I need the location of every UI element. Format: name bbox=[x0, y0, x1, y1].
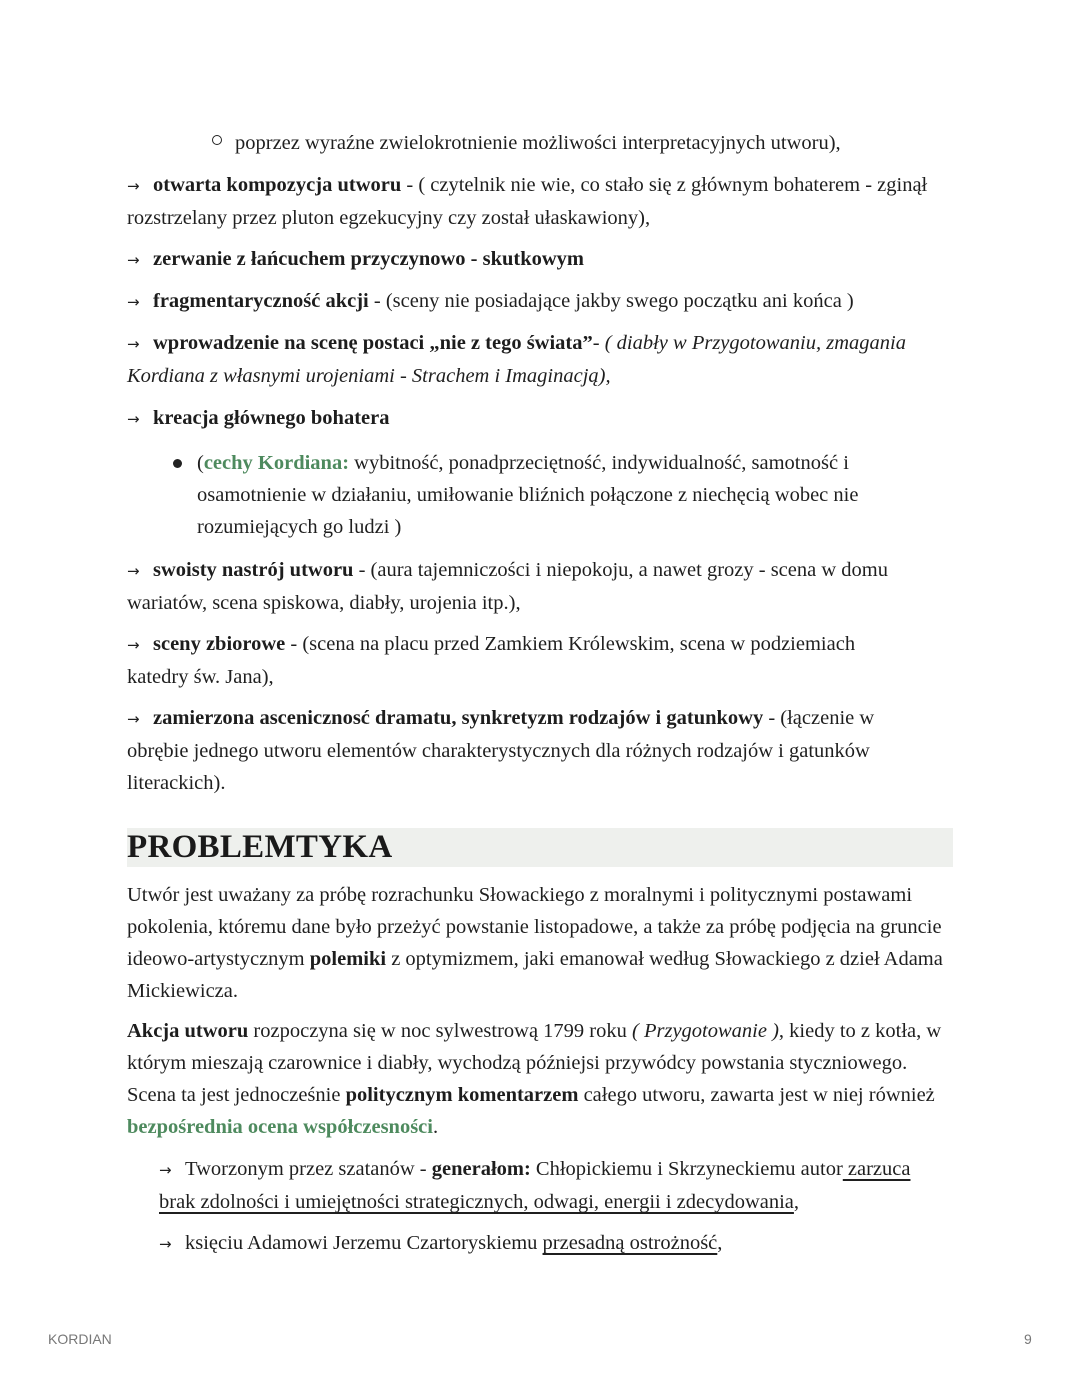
critique-czartoryski: → księciu Adamowi Jerzemu Czartoryskiemu przesadną ostrożność, bbox=[159, 1227, 949, 1260]
arrow-icon: → bbox=[127, 410, 140, 428]
feature-ascenic: → zamierzona ascenicznosć dramatu, synkretyzm rodzajów i gatunkowy - (łączenie w obrębie jednego utworu elementów charakterystycznych dla różnych rodzajów i gatunków literackich). bbox=[127, 702, 927, 799]
page-number: 9 bbox=[1024, 1331, 1032, 1347]
footer-title: KORDIAN bbox=[48, 1331, 112, 1347]
circle-bullet-icon bbox=[212, 135, 222, 145]
arrow-icon: → bbox=[159, 1235, 172, 1253]
sub-bullet-text: poprzez wyraźne zwielokrotnienie możliwości interpretacyjnych utworu), bbox=[235, 132, 841, 154]
arrow-icon: → bbox=[127, 251, 140, 269]
paragraph-intro: Utwór jest uważany za próbę rozrachunku Słowackiego z moralnymi i politycznymi postawami pokolenia, któremu dane było przeżyć powstanie listopadowe, a także za próbę podjęcia na gruncie ideowo-artystycznym polemiki z optymizmem, jaki emanował według Słowackiego z dzieł Adama Mickiewicza. bbox=[127, 884, 943, 1002]
feature-otherworldly: → wprowadzenie na scenę postaci „nie z tego świata”- ( diabły w Przygotowaniu, zmagania Kordiana z własnymi urojeniami - Strachem i Imaginacją), bbox=[127, 327, 947, 392]
arrow-icon: → bbox=[127, 177, 140, 195]
feature-crowd-scenes: → sceny zbiorowe - (scena na placu przed Zamkiem Królewskim, scena w podziemiach katedry św. Jana), bbox=[127, 628, 917, 693]
kordian-traits: (cechy Kordiana: wybitność, ponadprzeciętność, indywidualność, samotność i osamotnienie w działaniu, umiłowanie bliźnich połączone z niechęcią wobec nie rozumiejących go ludzi ) bbox=[197, 452, 859, 538]
feature-open-composition: → otwarta kompozycja utworu - ( czytelnik nie wie, co stało się z głównym bohaterem - zginął rozstrzelany przez pluton egzekucyjny czy został ułaskawiony), bbox=[127, 169, 947, 234]
arrow-icon: → bbox=[127, 293, 140, 311]
feature-fragmentary: → fragmentaryczność akcji - (sceny nie posiadające jakby swego początku ani końca ) bbox=[127, 285, 947, 318]
arrow-icon: → bbox=[127, 335, 140, 353]
critique-generals: → Tworzonym przez szatanów - generałom: Chłopickiemu i Skrzyneckiemu autor zarzuca brak zdolności i umiejętności strategicznych, odwagi, energii i zdecydowania, bbox=[159, 1153, 949, 1218]
arrow-icon: → bbox=[159, 1161, 172, 1179]
arrow-icon: → bbox=[127, 562, 140, 580]
paragraph-action: Akcja utworu rozpoczyna się w noc sylwestrową 1799 roku ( Przygotowanie ), kiedy to z kotła, w którym mieszają czarownice i diabły, wychodzą późniejsi przywódcy powstania styczniowego. Scena ta jest jednocześnie politycznym komentarzem całego utworu, zawarta jest w niej również bezpośrednia ocena współczesności. bbox=[127, 1020, 942, 1138]
arrow-icon: → bbox=[127, 636, 140, 654]
section-heading: PROBLEMTYKA bbox=[127, 829, 393, 865]
feature-hero: → kreacja głównego bohatera bbox=[127, 402, 947, 435]
feature-mood: → swoisty nastrój utworu - (aura tajemniczości i niepokoju, a nawet grozy - scena w domu wariatów, scena spiskowa, diabły, urojenia itp.), bbox=[127, 554, 927, 619]
feature-causality: → zerwanie z łańcuchem przyczynowo - skutkowym bbox=[127, 243, 947, 276]
disc-bullet-icon bbox=[173, 459, 182, 468]
arrow-icon: → bbox=[127, 710, 140, 728]
